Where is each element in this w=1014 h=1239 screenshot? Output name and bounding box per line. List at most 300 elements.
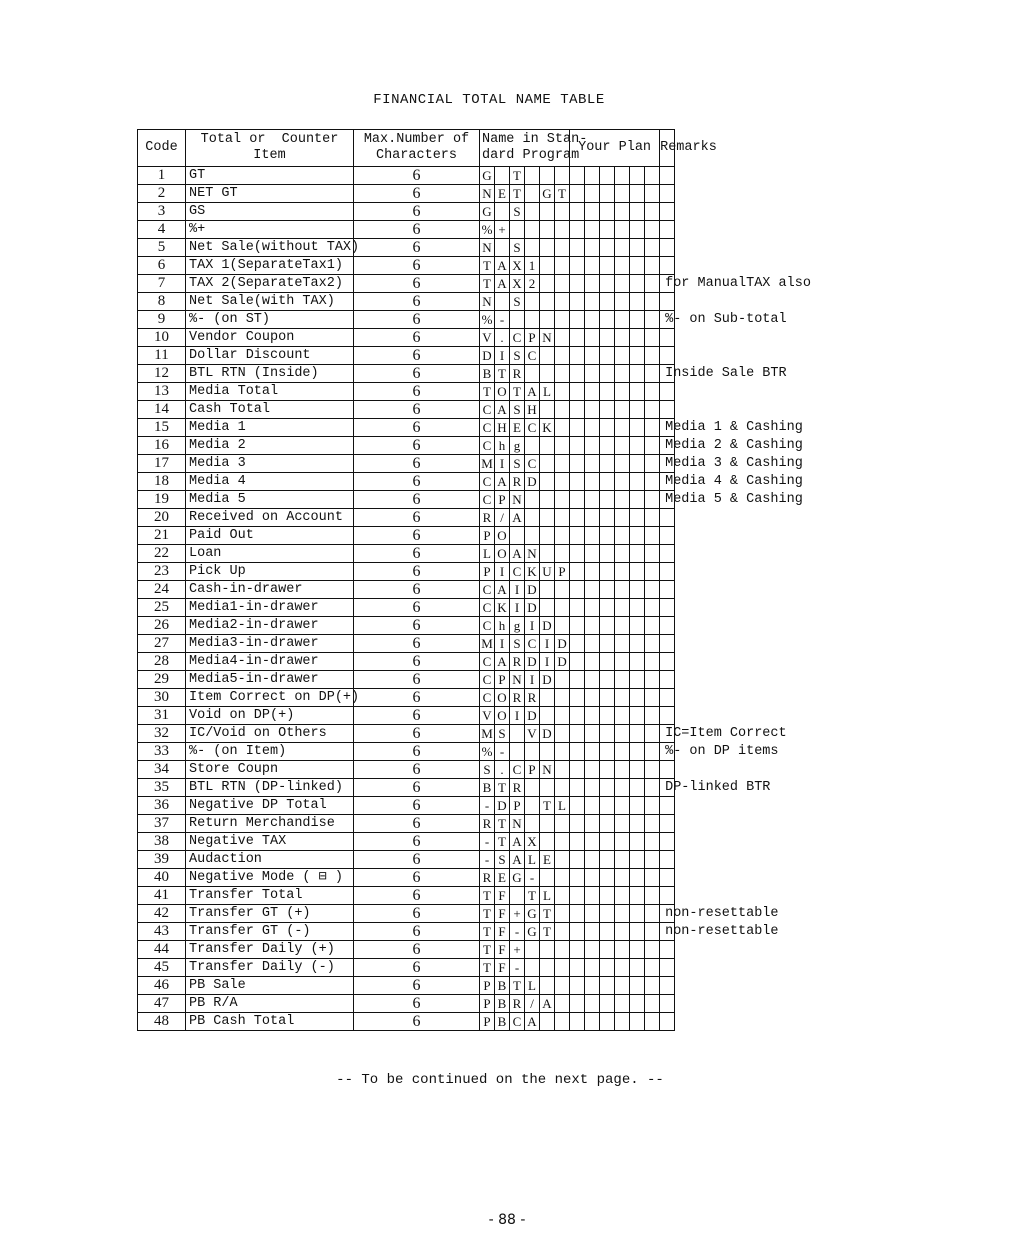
- your-plan-char-cell[interactable]: [615, 905, 630, 923]
- your-plan-char-cell[interactable]: [570, 401, 585, 419]
- your-plan-char-cell[interactable]: [630, 527, 645, 545]
- your-plan-char-cell[interactable]: [615, 311, 630, 329]
- your-plan-char-cell[interactable]: [615, 977, 630, 995]
- your-plan-char-cell[interactable]: [645, 563, 660, 581]
- your-plan-char-cell[interactable]: [600, 365, 615, 383]
- your-plan-char-cell[interactable]: [645, 761, 660, 779]
- your-plan-char-cell[interactable]: [570, 311, 585, 329]
- your-plan-char-cell[interactable]: [630, 797, 645, 815]
- your-plan-char-cell[interactable]: [630, 887, 645, 905]
- your-plan-char-cell[interactable]: [615, 923, 630, 941]
- your-plan-char-cell[interactable]: [585, 743, 600, 761]
- your-plan-char-cell[interactable]: [615, 293, 630, 311]
- your-plan-char-cell[interactable]: [600, 599, 615, 617]
- your-plan-char-cell[interactable]: [570, 455, 585, 473]
- your-plan-char-cell[interactable]: [645, 527, 660, 545]
- your-plan-char-cell[interactable]: [645, 995, 660, 1013]
- your-plan-char-cell[interactable]: [570, 347, 585, 365]
- your-plan-char-cell[interactable]: [600, 329, 615, 347]
- your-plan-char-cell[interactable]: [585, 779, 600, 797]
- your-plan-char-cell[interactable]: [645, 635, 660, 653]
- your-plan-char-cell[interactable]: [585, 635, 600, 653]
- your-plan-char-cell[interactable]: [630, 473, 645, 491]
- your-plan-char-cell[interactable]: [645, 923, 660, 941]
- your-plan-char-cell[interactable]: [645, 1013, 660, 1031]
- your-plan-char-cell[interactable]: [585, 419, 600, 437]
- your-plan-char-cell[interactable]: [570, 797, 585, 815]
- your-plan-char-cell[interactable]: [645, 491, 660, 509]
- your-plan-char-cell[interactable]: [630, 1013, 645, 1031]
- your-plan-char-cell[interactable]: [645, 437, 660, 455]
- your-plan-char-cell[interactable]: [585, 923, 600, 941]
- your-plan-char-cell[interactable]: [630, 923, 645, 941]
- your-plan-char-cell[interactable]: [645, 401, 660, 419]
- your-plan-char-cell[interactable]: [645, 833, 660, 851]
- your-plan-char-cell[interactable]: [630, 563, 645, 581]
- your-plan-char-cell[interactable]: [645, 671, 660, 689]
- your-plan-char-cell[interactable]: [645, 959, 660, 977]
- your-plan-char-cell[interactable]: [615, 851, 630, 869]
- your-plan-char-cell[interactable]: [645, 599, 660, 617]
- your-plan-char-cell[interactable]: [600, 869, 615, 887]
- your-plan-char-cell[interactable]: [600, 311, 615, 329]
- your-plan-char-cell[interactable]: [600, 959, 615, 977]
- your-plan-char-cell[interactable]: [645, 977, 660, 995]
- your-plan-char-cell[interactable]: [630, 545, 645, 563]
- your-plan-char-cell[interactable]: [645, 851, 660, 869]
- your-plan-char-cell[interactable]: [630, 599, 645, 617]
- your-plan-char-cell[interactable]: [600, 905, 615, 923]
- your-plan-char-cell[interactable]: [630, 365, 645, 383]
- your-plan-char-cell[interactable]: [630, 167, 645, 185]
- your-plan-char-cell[interactable]: [630, 761, 645, 779]
- your-plan-char-cell[interactable]: [585, 473, 600, 491]
- your-plan-char-cell[interactable]: [585, 329, 600, 347]
- your-plan-char-cell[interactable]: [630, 779, 645, 797]
- your-plan-char-cell[interactable]: [600, 527, 615, 545]
- your-plan-char-cell[interactable]: [600, 833, 615, 851]
- your-plan-char-cell[interactable]: [600, 239, 615, 257]
- your-plan-char-cell[interactable]: [630, 455, 645, 473]
- your-plan-char-cell[interactable]: [585, 815, 600, 833]
- your-plan-char-cell[interactable]: [630, 689, 645, 707]
- your-plan-char-cell[interactable]: [615, 599, 630, 617]
- your-plan-char-cell[interactable]: [585, 725, 600, 743]
- your-plan-char-cell[interactable]: [600, 293, 615, 311]
- your-plan-char-cell[interactable]: [585, 941, 600, 959]
- standard-name-char-cell: P: [480, 1013, 495, 1031]
- your-plan-char-cell[interactable]: [600, 1013, 615, 1031]
- your-plan-char-cell[interactable]: [570, 329, 585, 347]
- your-plan-char-cell[interactable]: [630, 437, 645, 455]
- your-plan-char-cell[interactable]: [585, 545, 600, 563]
- your-plan-char-cell[interactable]: [645, 419, 660, 437]
- your-plan-char-cell[interactable]: [600, 203, 615, 221]
- your-plan-char-cell[interactable]: [570, 635, 585, 653]
- your-plan-char-cell[interactable]: [600, 581, 615, 599]
- your-plan-char-cell[interactable]: [600, 455, 615, 473]
- your-plan-char-cell[interactable]: [585, 581, 600, 599]
- row-remark: [660, 185, 675, 203]
- your-plan-char-cell[interactable]: [570, 851, 585, 869]
- your-plan-char-cell[interactable]: [570, 761, 585, 779]
- your-plan-char-cell[interactable]: [630, 401, 645, 419]
- your-plan-char-cell[interactable]: [585, 437, 600, 455]
- your-plan-char-cell[interactable]: [570, 743, 585, 761]
- your-plan-char-cell[interactable]: [585, 293, 600, 311]
- your-plan-char-cell[interactable]: [630, 815, 645, 833]
- row-item-name: Transfer Total: [186, 887, 354, 905]
- your-plan-char-cell[interactable]: [615, 725, 630, 743]
- your-plan-char-cell[interactable]: [570, 941, 585, 959]
- your-plan-char-cell[interactable]: [645, 365, 660, 383]
- your-plan-char-cell[interactable]: [630, 239, 645, 257]
- your-plan-char-cell[interactable]: [615, 815, 630, 833]
- your-plan-char-cell[interactable]: [615, 257, 630, 275]
- your-plan-char-cell[interactable]: [585, 455, 600, 473]
- your-plan-char-cell[interactable]: [585, 239, 600, 257]
- your-plan-char-cell[interactable]: [600, 941, 615, 959]
- your-plan-char-cell[interactable]: [645, 275, 660, 293]
- your-plan-char-cell[interactable]: [585, 905, 600, 923]
- your-plan-char-cell[interactable]: [615, 635, 630, 653]
- your-plan-char-cell[interactable]: [630, 491, 645, 509]
- your-plan-char-cell[interactable]: [600, 977, 615, 995]
- your-plan-char-cell[interactable]: [570, 653, 585, 671]
- your-plan-char-cell[interactable]: [615, 221, 630, 239]
- your-plan-char-cell[interactable]: [630, 419, 645, 437]
- table-row: [138, 275, 845, 293]
- your-plan-char-cell[interactable]: [630, 329, 645, 347]
- your-plan-char-cell[interactable]: [645, 185, 660, 203]
- your-plan-char-cell[interactable]: [570, 203, 585, 221]
- your-plan-char-cell[interactable]: [600, 851, 615, 869]
- your-plan-char-cell[interactable]: [585, 797, 600, 815]
- your-plan-char-cell[interactable]: [630, 671, 645, 689]
- your-plan-char-cell[interactable]: [615, 797, 630, 815]
- your-plan-char-cell[interactable]: [600, 221, 615, 239]
- your-plan-char-cell[interactable]: [570, 959, 585, 977]
- your-plan-char-cell[interactable]: [570, 365, 585, 383]
- your-plan-char-cell[interactable]: [630, 851, 645, 869]
- your-plan-char-cell[interactable]: [645, 815, 660, 833]
- your-plan-char-cell[interactable]: [615, 185, 630, 203]
- your-plan-char-cell[interactable]: [570, 437, 585, 455]
- your-plan-char-cell[interactable]: [600, 509, 615, 527]
- your-plan-char-cell[interactable]: [645, 905, 660, 923]
- your-plan-char-cell[interactable]: [615, 563, 630, 581]
- your-plan-char-cell[interactable]: [600, 815, 615, 833]
- your-plan-char-cell[interactable]: [570, 545, 585, 563]
- standard-name-char-cell: [555, 815, 570, 833]
- your-plan-char-cell[interactable]: [630, 221, 645, 239]
- your-plan-char-cell[interactable]: [600, 761, 615, 779]
- your-plan-char-cell[interactable]: [615, 275, 630, 293]
- your-plan-char-cell[interactable]: [615, 383, 630, 401]
- your-plan-char-cell[interactable]: [615, 347, 630, 365]
- your-plan-char-cell[interactable]: [645, 293, 660, 311]
- your-plan-char-cell[interactable]: [570, 599, 585, 617]
- your-plan-char-cell[interactable]: [615, 239, 630, 257]
- your-plan-char-cell[interactable]: [600, 995, 615, 1013]
- your-plan-char-cell[interactable]: [585, 977, 600, 995]
- your-plan-char-cell[interactable]: [645, 653, 660, 671]
- your-plan-char-cell[interactable]: [630, 509, 645, 527]
- your-plan-char-cell[interactable]: [600, 383, 615, 401]
- your-plan-char-cell[interactable]: [630, 977, 645, 995]
- your-plan-char-cell[interactable]: [615, 617, 630, 635]
- your-plan-char-cell[interactable]: [600, 167, 615, 185]
- your-plan-char-cell[interactable]: [615, 545, 630, 563]
- your-plan-char-cell[interactable]: [615, 743, 630, 761]
- standard-name-char-cell: [555, 581, 570, 599]
- your-plan-char-cell[interactable]: [585, 869, 600, 887]
- your-plan-char-cell[interactable]: [600, 347, 615, 365]
- your-plan-char-cell[interactable]: [645, 941, 660, 959]
- your-plan-char-cell[interactable]: [570, 671, 585, 689]
- your-plan-char-cell[interactable]: [645, 311, 660, 329]
- your-plan-char-cell[interactable]: [615, 203, 630, 221]
- your-plan-char-cell[interactable]: [585, 833, 600, 851]
- your-plan-char-cell[interactable]: [585, 509, 600, 527]
- your-plan-char-cell[interactable]: [615, 509, 630, 527]
- row-max-characters: 6: [354, 509, 480, 527]
- your-plan-char-cell[interactable]: [585, 275, 600, 293]
- your-plan-char-cell[interactable]: [585, 689, 600, 707]
- your-plan-char-cell[interactable]: [600, 671, 615, 689]
- your-plan-char-cell[interactable]: [570, 239, 585, 257]
- your-plan-char-cell[interactable]: [645, 617, 660, 635]
- your-plan-char-cell[interactable]: [615, 401, 630, 419]
- your-plan-char-cell[interactable]: [615, 419, 630, 437]
- your-plan-char-cell[interactable]: [600, 275, 615, 293]
- your-plan-char-cell[interactable]: [585, 401, 600, 419]
- your-plan-char-cell[interactable]: [630, 383, 645, 401]
- your-plan-char-cell[interactable]: [645, 779, 660, 797]
- your-plan-char-cell[interactable]: [570, 995, 585, 1013]
- your-plan-char-cell[interactable]: [570, 905, 585, 923]
- your-plan-char-cell[interactable]: [570, 617, 585, 635]
- your-plan-char-cell[interactable]: [585, 347, 600, 365]
- your-plan-char-cell[interactable]: [585, 599, 600, 617]
- your-plan-char-cell[interactable]: [630, 635, 645, 653]
- your-plan-char-cell[interactable]: [585, 311, 600, 329]
- your-plan-char-cell[interactable]: [585, 257, 600, 275]
- your-plan-char-cell[interactable]: [600, 635, 615, 653]
- your-plan-char-cell[interactable]: [630, 653, 645, 671]
- your-plan-char-cell[interactable]: [615, 329, 630, 347]
- your-plan-char-cell[interactable]: [615, 1013, 630, 1031]
- your-plan-char-cell[interactable]: [600, 797, 615, 815]
- financial-total-name-table: [137, 129, 845, 1031]
- your-plan-char-cell[interactable]: [630, 311, 645, 329]
- your-plan-char-cell[interactable]: [600, 779, 615, 797]
- your-plan-char-cell[interactable]: [600, 707, 615, 725]
- your-plan-char-cell[interactable]: [600, 545, 615, 563]
- your-plan-char-cell[interactable]: [570, 581, 585, 599]
- your-plan-char-cell[interactable]: [570, 383, 585, 401]
- your-plan-char-cell[interactable]: [585, 365, 600, 383]
- your-plan-char-cell[interactable]: [585, 887, 600, 905]
- your-plan-char-cell[interactable]: [645, 383, 660, 401]
- your-plan-char-cell[interactable]: [645, 689, 660, 707]
- your-plan-char-cell[interactable]: [600, 887, 615, 905]
- your-plan-char-cell[interactable]: [600, 473, 615, 491]
- your-plan-char-cell[interactable]: [600, 401, 615, 419]
- your-plan-char-cell[interactable]: [585, 761, 600, 779]
- your-plan-char-cell[interactable]: [570, 185, 585, 203]
- your-plan-char-cell[interactable]: [600, 743, 615, 761]
- your-plan-char-cell[interactable]: [615, 959, 630, 977]
- your-plan-char-cell[interactable]: [600, 563, 615, 581]
- your-plan-char-cell[interactable]: [570, 725, 585, 743]
- your-plan-char-cell[interactable]: [645, 887, 660, 905]
- your-plan-char-cell[interactable]: [645, 167, 660, 185]
- your-plan-char-cell[interactable]: [615, 455, 630, 473]
- standard-name-char-cell: C: [480, 437, 495, 455]
- your-plan-char-cell[interactable]: [570, 221, 585, 239]
- your-plan-char-cell[interactable]: [630, 347, 645, 365]
- your-plan-char-cell[interactable]: [615, 689, 630, 707]
- your-plan-char-cell[interactable]: [600, 653, 615, 671]
- your-plan-char-cell[interactable]: [630, 275, 645, 293]
- your-plan-char-cell[interactable]: [615, 833, 630, 851]
- your-plan-char-cell[interactable]: [630, 293, 645, 311]
- your-plan-char-cell[interactable]: [630, 869, 645, 887]
- your-plan-char-cell[interactable]: [615, 761, 630, 779]
- your-plan-char-cell[interactable]: [585, 653, 600, 671]
- your-plan-char-cell[interactable]: [630, 905, 645, 923]
- your-plan-char-cell[interactable]: [600, 185, 615, 203]
- your-plan-char-cell[interactable]: [585, 563, 600, 581]
- your-plan-char-cell[interactable]: [615, 167, 630, 185]
- your-plan-char-cell[interactable]: [585, 617, 600, 635]
- your-plan-char-cell[interactable]: [585, 1013, 600, 1031]
- your-plan-char-cell[interactable]: [570, 563, 585, 581]
- your-plan-char-cell[interactable]: [615, 869, 630, 887]
- your-plan-char-cell[interactable]: [645, 707, 660, 725]
- your-plan-char-cell[interactable]: [600, 689, 615, 707]
- your-plan-char-cell[interactable]: [585, 383, 600, 401]
- your-plan-char-cell[interactable]: [570, 887, 585, 905]
- your-plan-char-cell[interactable]: [615, 887, 630, 905]
- your-plan-char-cell[interactable]: [585, 671, 600, 689]
- your-plan-char-cell[interactable]: [645, 797, 660, 815]
- your-plan-char-cell[interactable]: [570, 293, 585, 311]
- your-plan-char-cell[interactable]: [615, 581, 630, 599]
- your-plan-char-cell[interactable]: [645, 203, 660, 221]
- your-plan-char-cell[interactable]: [570, 1013, 585, 1031]
- your-plan-char-cell[interactable]: [570, 275, 585, 293]
- your-plan-char-cell[interactable]: [645, 347, 660, 365]
- your-plan-char-cell[interactable]: [585, 167, 600, 185]
- your-plan-char-cell[interactable]: [600, 437, 615, 455]
- your-plan-char-cell[interactable]: [615, 671, 630, 689]
- your-plan-char-cell[interactable]: [600, 923, 615, 941]
- your-plan-char-cell[interactable]: [645, 581, 660, 599]
- your-plan-char-cell[interactable]: [570, 689, 585, 707]
- your-plan-char-cell[interactable]: [645, 221, 660, 239]
- your-plan-char-cell[interactable]: [630, 725, 645, 743]
- your-plan-char-cell[interactable]: [615, 995, 630, 1013]
- your-plan-char-cell[interactable]: [615, 473, 630, 491]
- your-plan-char-cell[interactable]: [570, 869, 585, 887]
- your-plan-char-cell[interactable]: [585, 995, 600, 1013]
- your-plan-char-cell[interactable]: [630, 941, 645, 959]
- your-plan-char-cell[interactable]: [570, 923, 585, 941]
- your-plan-char-cell[interactable]: [645, 239, 660, 257]
- your-plan-char-cell[interactable]: [615, 491, 630, 509]
- your-plan-char-cell[interactable]: [600, 491, 615, 509]
- your-plan-char-cell[interactable]: [630, 707, 645, 725]
- your-plan-char-cell[interactable]: [570, 257, 585, 275]
- your-plan-char-cell[interactable]: [585, 527, 600, 545]
- your-plan-char-cell[interactable]: [645, 869, 660, 887]
- your-plan-char-cell[interactable]: [600, 419, 615, 437]
- your-plan-char-cell[interactable]: [570, 527, 585, 545]
- your-plan-char-cell[interactable]: [615, 365, 630, 383]
- row-max-characters: 6: [354, 347, 480, 365]
- your-plan-char-cell[interactable]: [570, 779, 585, 797]
- your-plan-char-cell[interactable]: [645, 725, 660, 743]
- your-plan-char-cell[interactable]: [570, 509, 585, 527]
- your-plan-char-cell[interactable]: [630, 833, 645, 851]
- your-plan-char-cell[interactable]: [615, 779, 630, 797]
- your-plan-char-cell[interactable]: [630, 995, 645, 1013]
- your-plan-char-cell[interactable]: [570, 419, 585, 437]
- your-plan-char-cell[interactable]: [645, 473, 660, 491]
- your-plan-char-cell[interactable]: [645, 509, 660, 527]
- your-plan-char-cell[interactable]: [600, 617, 615, 635]
- standard-name-char-cell: D: [525, 473, 540, 491]
- your-plan-char-cell[interactable]: [645, 743, 660, 761]
- your-plan-char-cell[interactable]: [615, 941, 630, 959]
- your-plan-char-cell[interactable]: [630, 203, 645, 221]
- your-plan-char-cell[interactable]: [585, 707, 600, 725]
- your-plan-char-cell[interactable]: [630, 959, 645, 977]
- your-plan-char-cell[interactable]: [570, 977, 585, 995]
- your-plan-char-cell[interactable]: [630, 257, 645, 275]
- your-plan-char-cell[interactable]: [645, 257, 660, 275]
- your-plan-char-cell[interactable]: [645, 455, 660, 473]
- your-plan-char-cell[interactable]: [645, 545, 660, 563]
- your-plan-char-cell[interactable]: [570, 491, 585, 509]
- your-plan-char-cell[interactable]: [570, 167, 585, 185]
- your-plan-char-cell[interactable]: [630, 581, 645, 599]
- your-plan-char-cell[interactable]: [570, 833, 585, 851]
- your-plan-char-cell[interactable]: [585, 491, 600, 509]
- your-plan-char-cell[interactable]: [585, 185, 600, 203]
- your-plan-char-cell[interactable]: [615, 653, 630, 671]
- your-plan-char-cell[interactable]: [615, 437, 630, 455]
- your-plan-char-cell[interactable]: [600, 257, 615, 275]
- your-plan-char-cell[interactable]: [585, 851, 600, 869]
- table-row: [138, 977, 845, 995]
- your-plan-char-cell[interactable]: [585, 221, 600, 239]
- your-plan-char-cell[interactable]: [615, 527, 630, 545]
- your-plan-char-cell[interactable]: [570, 815, 585, 833]
- your-plan-char-cell[interactable]: [570, 473, 585, 491]
- your-plan-char-cell[interactable]: [615, 707, 630, 725]
- your-plan-char-cell[interactable]: [630, 617, 645, 635]
- your-plan-char-cell[interactable]: [585, 203, 600, 221]
- your-plan-char-cell[interactable]: [645, 329, 660, 347]
- your-plan-char-cell[interactable]: [630, 185, 645, 203]
- your-plan-char-cell[interactable]: [630, 743, 645, 761]
- your-plan-char-cell[interactable]: [600, 725, 615, 743]
- your-plan-char-cell[interactable]: [570, 707, 585, 725]
- your-plan-char-cell[interactable]: [585, 959, 600, 977]
